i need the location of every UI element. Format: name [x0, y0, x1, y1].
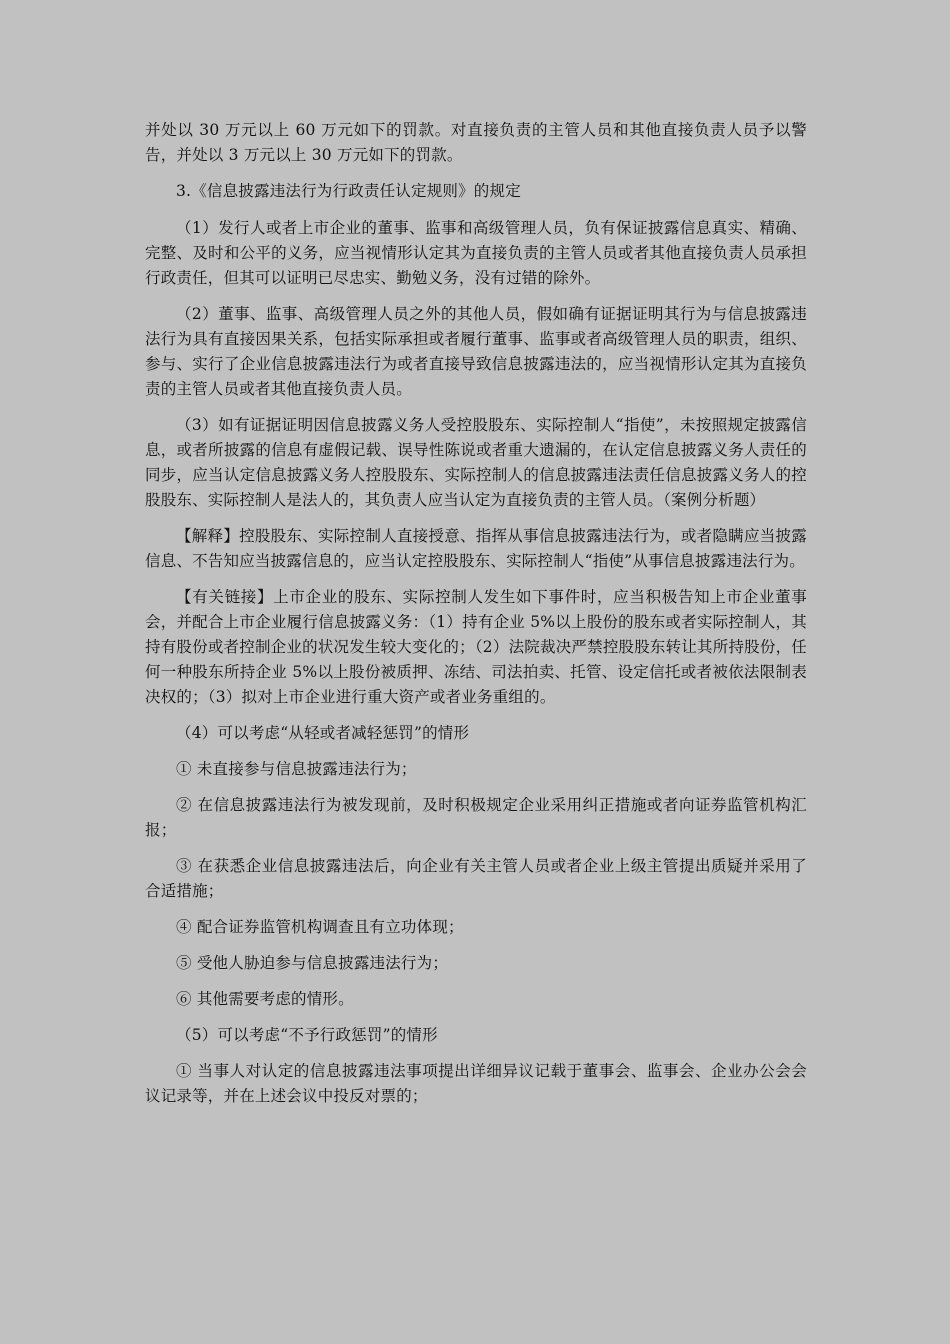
paragraph-item-2: （2）董事、监事、高级管理人员之外的其他人员，假如确有证据证明其行为与信息披露违法行为具有直接因果关系，包括实际承担或者履行董事、监事或者高级管理人员的职责，组织、参与、实行了企业信息披露违法行为或者直接导致信息披露违法的，应当视情形认定其为直接负责的主管人员或者其他直接负责人员。	[145, 305, 807, 398]
paragraph-explanation: 【解释】控股股东、实际控制人直接授意、指挥从事信息披露违法行为，或者隐瞒应当披露信息、不告知应当披露信息的，应当认定控股股东、实际控制人“指使”从事信息披露违法行为。	[145, 527, 807, 570]
paragraph-related-link: 【有关链接】上市企业的股东、实际控制人发生如下事件时，应当积极告知上市企业董事会，并配合上市企业履行信息披露义务：（1）持有企业 5%以上股份的股东或者实际控制人，其持有股份或者控制企业的状况发生较大变化的；（2）法院裁决严禁控股股东转让其所持股份，任何一种股东所持企业 5%以上股份被质押、冻结、司法拍卖、托管、设定信托或者被依法限制表决权的；（3）拟对上市企业进行重大资产或者业务重组的。	[145, 588, 807, 706]
list-item-lighter-5: ⑤ 受他人胁迫参与信息披露违法行为；	[176, 954, 449, 972]
section-heading-rules: 3.《信息披露违法行为行政责任认定规则》的规定	[176, 182, 521, 200]
paragraph-item-4-heading: （4）可以考虑“从轻或者减轻惩罚”的情形	[176, 724, 470, 742]
paragraph-item-1: （1）发行人或者上市企业的董事、监事和高级管理人员，负有保证披露信息真实、精确、完整、及时和公平的义务，应当视情形认定其为直接负责的主管人员或者其他直接负责人员承担行政责任，但其可以证明已尽忠实、勤勉义务，没有过错的除外。	[145, 219, 807, 287]
paragraph-item-5-heading: （5）可以考虑“不予行政惩罚”的情形	[176, 1026, 438, 1044]
list-item-lighter-4: ④ 配合证券监管机构调查且有立功体现；	[176, 918, 464, 936]
document-page	[145, 118, 807, 1120]
list-item-lighter-6: ⑥ 其他需要考虑的情形。	[176, 990, 354, 1008]
list-item-lighter-1: ① 未直接参与信息披露违法行为；	[176, 760, 417, 778]
list-item-lighter-3: ③ 在获悉企业信息披露违法后，向企业有关主管人员或者企业上级主管提出质疑并采用了合适措施；	[145, 857, 807, 900]
list-item-lighter-2: ② 在信息披露违法行为被发现前，及时积极规定企业采用纠正措施或者向证券监管机构汇报；	[145, 796, 807, 839]
list-item-no-penalty-1: ① 当事人对认定的信息披露违法事项提出详细异议记载于董事会、监事会、企业办公会会议记录等，并在上述会议中投反对票的；	[145, 1062, 807, 1105]
paragraph-item-3: （3）如有证据证明因信息披露义务人受控股股东、实际控制人“指使”，未按照规定披露信息，或者所披露的信息有虚假记载、误导性陈说或者重大遗漏的，在认定信息披露义务人责任的同步，应当认定信息披露义务人控股股东、实际控制人的信息披露违法责任信息披露义务人的控股股东、实际控制人是法人的，其负责人应当认定为直接负责的主管人员。（案例分析题）	[145, 416, 807, 509]
paragraph-continued-penalty: 并处以 30 万元以上 60 万元如下的罚款。对直接负责的主管人员和其他直接负责人员予以警告，并处以 3 万元以上 30 万元如下的罚款。	[145, 121, 807, 164]
